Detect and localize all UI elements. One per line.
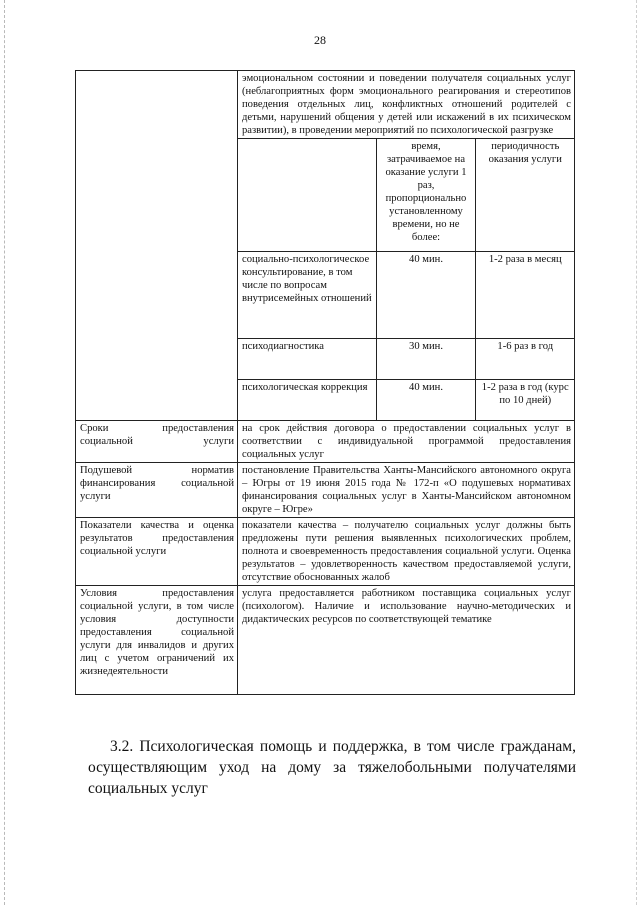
scan-edge-left: [4, 0, 5, 905]
row-label: Условия предоставления социальной услуги, в том числе условия доступности предоставления социальной услуги для инвалидов и других лиц с учетом ограничений их жизнедеятельности: [76, 585, 238, 694]
table-row: [76, 71, 575, 421]
row-value: показатели качества – получателю социальных услуг должны быть предложены пути решения выявленных психологических проблем, полнота и своевременность предоставления социальной услуги. Оценка результатов – удовлетворенность качеством предоставляемой услуги, отсутствие обоснованных жалоб: [238, 517, 575, 585]
header-time: время, затрачиваемое на оказание услуги 1 раз, пропорционально установленному времени, но не более:: [376, 139, 475, 252]
service-time: 40 мин.: [376, 380, 475, 420]
service-row: [238, 380, 574, 420]
header-frequency: периодичность оказания услуги: [475, 139, 574, 252]
row-value: услуга предоставляется работником поставщика социальных услуг (психологом). Наличие и использование научно-методических и дидактических ресурсов по соответствующей тематике: [238, 585, 575, 694]
row-value: на срок действия договора о предоставлении социальных услуг в соответствии с индивидуальной программой предоставления социальных услуг: [238, 420, 575, 462]
service-name: психодиагностика: [238, 339, 376, 380]
empty-label-cell: [76, 71, 238, 421]
table-row: [76, 517, 575, 585]
services-subtable: [238, 138, 574, 420]
section-heading: 3.2. Психологическая помощь и поддержка, в том числе гражданам, осуществляющим уход на дому за тяжелобольными получателями социальных услуг: [88, 738, 576, 797]
service-name: психологическая коррекция: [238, 380, 376, 420]
table-row: [76, 462, 575, 517]
intro-text: эмоциональном состоянии и поведении получателя социальных услуг (неблагоприятных форм эмоционального реагирования и стереотипов поведения отдельных лиц, конфликтных отношений родителей с детьми, нарушений общения у детей или искажений в их психическом развитии), в проведении мероприятий по психологической разгрузке: [242, 73, 571, 136]
row-label: Подушевой норматив финансирования социальной услуги: [76, 462, 238, 517]
service-row: [238, 252, 574, 339]
table-row: [76, 585, 575, 694]
table-row: [76, 420, 575, 462]
service-name: социально-психологическое консультирование, в том числе по вопросам внутрисемейных отношений: [238, 252, 376, 339]
service-time: 30 мин.: [376, 339, 475, 380]
service-description-table: [75, 70, 575, 695]
service-frequency: 1-2 раза в год (курс по 10 дней): [475, 380, 574, 420]
row-label: Показатели качества и оценка результатов предоставления социальной услуги: [76, 517, 238, 585]
page-number: 28: [314, 33, 326, 47]
subtable-header-row: [238, 139, 574, 252]
scan-edge-right: [636, 0, 637, 905]
row-label: Сроки предоставления социальной услуги: [76, 420, 238, 462]
service-frequency: 1-6 раз в год: [475, 339, 574, 380]
row-value: постановление Правительства Ханты-Мансийского автономного округа – Югры от 19 июня 2015 года № 172-п «О подушевых нормативах финансирования социальных услуг в Ханты-Мансийском автономном округе – Югре»: [238, 462, 575, 517]
service-time: 40 мин.: [376, 252, 475, 339]
content-cell: [238, 71, 575, 421]
header-empty-cell: [238, 139, 376, 252]
service-row: [238, 339, 574, 380]
service-frequency: 1-2 раза в месяц: [475, 252, 574, 339]
